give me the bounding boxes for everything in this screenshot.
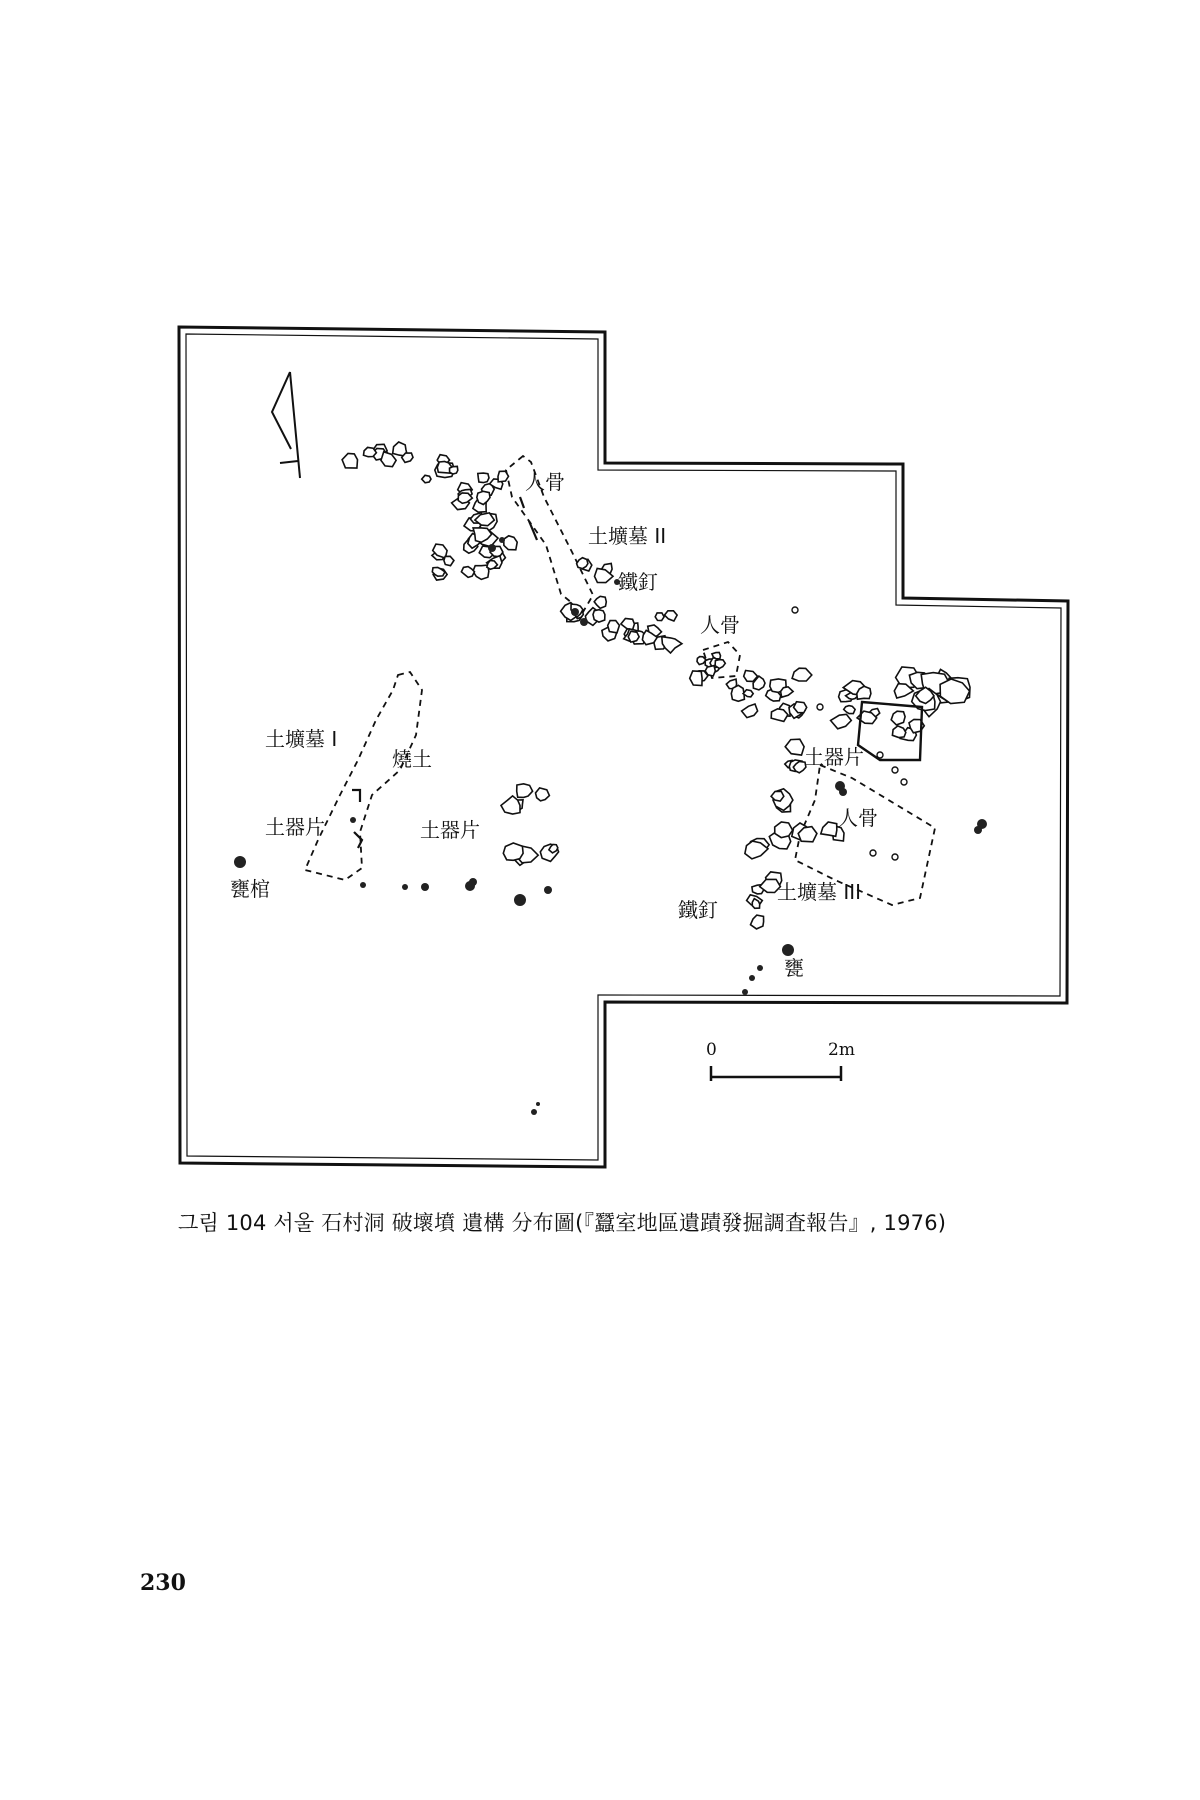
find-mark — [757, 965, 763, 971]
north-arrow-icon — [272, 372, 300, 478]
stone-outline — [504, 536, 518, 550]
stone-outline — [498, 471, 509, 482]
find-mark — [514, 894, 526, 906]
stone-outline — [785, 739, 804, 755]
bone-fragment — [901, 779, 907, 785]
bone-fragment — [870, 850, 876, 856]
stone-outline — [775, 822, 793, 838]
find-mark — [580, 618, 588, 626]
bone-fragment — [817, 704, 823, 710]
stone-outline — [444, 556, 454, 565]
label-human-bone: 人骨 — [838, 806, 878, 830]
stone-cluster — [342, 442, 970, 929]
label-jar: 甕 — [784, 956, 804, 980]
bone-fragment — [877, 752, 883, 758]
label-iron-nail: 鐵釘 — [618, 570, 658, 594]
label-jar-coffin: 甕棺 — [230, 877, 270, 901]
stone-outline — [665, 611, 678, 621]
stone-outline — [450, 466, 458, 474]
stone-outline — [422, 475, 431, 483]
find-mark — [350, 817, 356, 823]
stone-outline — [461, 567, 474, 578]
stone-outline — [892, 726, 905, 738]
find-mark — [536, 1102, 540, 1106]
label-human-bone: 人骨 — [525, 470, 565, 494]
find-mark — [402, 884, 408, 890]
label-earth-pit-tomb-1: 土壙墓 I — [265, 727, 338, 751]
bone-fragment — [892, 767, 898, 773]
label-pottery-sherd: 土器片 — [420, 818, 480, 842]
stone-outline — [792, 668, 812, 681]
pottery-sherd-mark — [352, 790, 360, 802]
bone-fragment — [892, 854, 898, 860]
stone-outline — [662, 637, 682, 653]
stone-outline — [478, 473, 489, 483]
find-mark — [360, 882, 366, 888]
stone-outline — [503, 843, 523, 860]
find-mark — [488, 544, 496, 552]
find-mark — [499, 537, 505, 543]
find-mark — [782, 944, 794, 956]
stone-outline — [608, 621, 620, 633]
stone-outline — [715, 660, 725, 669]
stone-outline — [536, 788, 550, 801]
stone-outline — [844, 706, 855, 714]
iron-nail-mark — [520, 497, 524, 508]
stone-outline — [891, 711, 905, 725]
find-mark — [571, 608, 579, 616]
find-mark — [749, 975, 755, 981]
stone-outline — [628, 631, 639, 642]
find-mark — [742, 989, 748, 995]
stone-outline — [594, 596, 606, 608]
stone-outline — [831, 714, 852, 729]
stone-outline — [621, 619, 635, 630]
stone-outline — [751, 915, 764, 929]
stone-outline — [501, 796, 520, 814]
tomb-1-outline — [305, 672, 422, 880]
stone-outline — [342, 454, 357, 469]
label-earth-pit-tomb-2: 土壙墓 II — [588, 524, 667, 548]
find-mark — [544, 886, 552, 894]
scale-end-label: 2m — [828, 1040, 855, 1060]
scale-start-label: 0 — [706, 1040, 717, 1060]
stone-outline — [577, 558, 588, 569]
stone-outline — [744, 671, 758, 682]
scale-bar — [710, 1066, 842, 1081]
stone-outline — [742, 704, 758, 718]
stone-outline — [477, 491, 490, 504]
label-pottery-sherd: 土器片 — [265, 815, 325, 839]
label-pottery-sherd: 土器片 — [804, 745, 864, 769]
label-earth-pit-tomb-3: 土壙墓 III — [777, 880, 862, 904]
find-mark — [839, 788, 847, 796]
stone-outline — [821, 822, 837, 836]
find-mark — [974, 826, 982, 834]
pottery-sherd-mark — [354, 832, 362, 848]
page-number: 230 — [140, 1570, 186, 1596]
stone-outline — [593, 610, 605, 622]
find-mark — [421, 883, 429, 891]
find-mark — [531, 1109, 537, 1115]
label-iron-nail: 鐵釘 — [678, 898, 718, 922]
figure-caption: 그림 104 서울 石村洞 破壞墳 遺構 分布圖(『蠶室地區遺蹟發掘調査報告』, 1976) — [178, 1211, 947, 1235]
bone-fragment — [792, 607, 798, 613]
stone-outline — [690, 671, 702, 686]
stone-outline — [781, 687, 794, 697]
stone-outline — [402, 453, 413, 462]
stone-outline — [655, 613, 664, 621]
find-mark — [234, 856, 246, 868]
stone-outline — [794, 702, 807, 713]
find-mark — [469, 878, 477, 886]
label-human-bone: 人骨 — [700, 613, 740, 637]
stone-outline — [517, 784, 533, 798]
label-burnt-earth: 燒土 — [392, 747, 432, 771]
stone-outline — [364, 447, 377, 456]
